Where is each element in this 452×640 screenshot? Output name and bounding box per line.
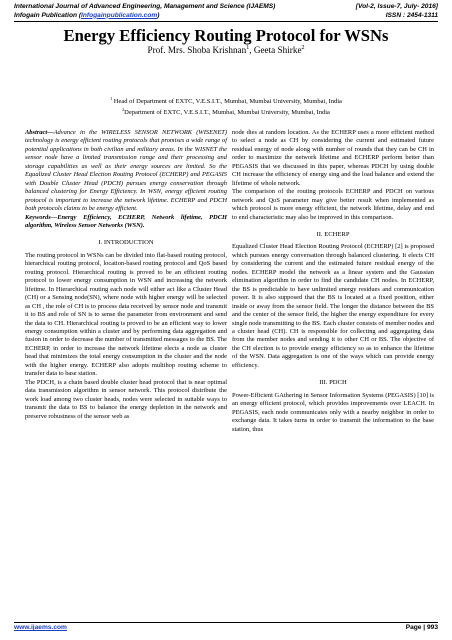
section-heading-pdch: III. PDCH: [319, 379, 347, 387]
publisher-suffix: ): [157, 11, 160, 19]
echerp-paragraph: Equalized Cluster Head Election Routing Protocol (ECHERP) [2] is proposed which pursues energy conversation through balanced clustering. It elects CH by considering the current and the estimated future residual energy of the nodes. ECHERP model the network as a linear system and the Gaussian elimination algorithm in order to find the candidate CH nodes. In ECHERP, the BS is predictable to have unlimited energy residues and communication power. It is also supposed that the BS is located at a fixed position, either inside or away from the sensor field. The longer the distance between the BS and the center of the sensor field, the higher the energy expenditure for every single node transmitting to the BS. Each cluster consists of member nodes and a cluster head (CH). CH is responsible for collecting and aggregating data from the member nodes and sending it to other CH or BS. The objective of the CH election is to provide energy efficiency so as to enhance the lifetime of the WSN. Data aggregation is one of the ways which can provide energy efficiency.: [232, 243, 434, 369]
affiliation-1-sup: 1: [110, 95, 113, 101]
left-column: [25, 129, 227, 421]
affiliation-2: [0, 106, 452, 116]
volume-issue: [Vol-2, Issue-7, July- 2016]: [355, 3, 438, 10]
intro-paragraph-1: The routing protocol in WSNs can be divided into flat-based routing protocol, hierarchical routing protocol, location-based routing protocol and QoS based routing protocol. Hierarchical routing is proved to be an efficient routing protocol to lower energy consumption in WSN and increasing the network lifetime. In Hierarchical routing each node will either act like a Cluster Head (CH) or a Sensing node(SN), where node with higher energy will be selected as CH , the role of CH is to process data received by sensor node and transmit it to BS and role of SN is to sense the parameter from environment and send the data to CH. Hierarchical routing is proved to be an efficient way to lower energy consumption within a cluster and by performing data aggregation and fusion in order to decrease the number of transmitted messages to the BS. The ECHERP, in order to increase the network lifetime elects a node as cluster head that minimizes the total energy consumption in the cluster and the node with the higher energy. ECHERP also adopts multihop routing scheme to transfer data to base station.: [25, 251, 227, 378]
intro-paragraph-2: The PDCH, is a chain based double cluster head protocol that is near optimal data transmission algorithm in sensor network. This protocol distribute the work load among two cluster heads, nodes were selected in suitable ways to transmit the data to BS to balance the energy depletion in the network and preserve robustness of the sensor web as: [25, 378, 227, 420]
author-1: Prof. Mrs. Shoba Krishnan: [147, 45, 247, 55]
footer-rule: [14, 622, 438, 623]
right-paragraph-1: node dies at random location. As the ECHERP uses a more efficient method to select a node as CH by considering the current and estimated future residual energy of node along with number of rounds that they can be CH in order to maximize the network lifetime and ECHERP perform better than PEGASIS that we discussed in this paper, whereas PDCH by using double CH increase the efficiency of energy sing and the load balance and extend the lifetime of whole network.: [232, 129, 434, 187]
affiliation-1: [0, 95, 452, 105]
right-paragraph-2: The comparison of the routing protocols ECHERP and PDCH on various network and QoS parameter may give better result when implemented as which protocol is more energy efficient, the network lifetime, delay and end to end characteristic may also be improved in this comparison.: [232, 188, 434, 221]
footer-url[interactable]: www.ijaems.com: [14, 624, 67, 631]
author-2: Geeta Shirke: [253, 45, 302, 55]
journal-header: [14, 3, 438, 20]
authors: [0, 45, 452, 55]
paper-title: Energy Efficiency Routing Protocol for WSNs: [63, 26, 389, 45]
right-column: [232, 129, 434, 434]
page-footer: [14, 624, 438, 631]
author-2-sup: 2: [301, 44, 305, 51]
header-rule: [14, 21, 438, 22]
abstract-lead: Abstract—: [25, 129, 54, 136]
issn: ISSN : 2454-1311: [385, 11, 438, 19]
publisher: [14, 12, 159, 21]
section-heading-introduction: I. INTRODUCTION: [98, 239, 154, 247]
affiliation-2-text: Department of EXTC, V.E.S.I.T., Mumbai, Mumbai University, Mumbai, India: [124, 109, 330, 116]
abstract: [25, 129, 227, 214]
pdch-paragraph: Power-Efficient GAthering in Sensor Information Systems (PEGASIS) [10] is an energy efficient protocol, which provides improvements over LEACH. In PEGASIS, each node communicates only with a nearby neighbor in order to exchange data. It takes turns in order to transmit the information to the base station, thus: [232, 391, 434, 433]
header-row-2: [14, 12, 438, 21]
section-heading-echerp: II. ECHERP: [316, 230, 350, 238]
journal-name: International Journal of Advanced Engineering, Management and Science (IJAEMS): [14, 3, 276, 10]
affiliation-1-text: Head of Department of EXTC, V.E.S.I.T., Mumbai, Mumbai University, Mumbai, India: [112, 98, 342, 105]
header-row-1: [14, 3, 438, 12]
page-number: Page | 993: [405, 624, 438, 631]
abstract-text: Advance in the WIRELESS SENSOR NETWORK (WISENET) technology is energy efficient routing protocols that promises a wide range of potential applications in both civilian and military areas. In the WISNET the sensor node have a limited transmission range and their processing and storage capabilities as well as their energy sources are limited. So the Equalized Cluster Head Election Routing Protocol (ECHERP) and PEGASIS with Double Cluster Head (PDCH) pursues energy conservation through balanced clustering for Energy Efficiency. In WSN, energy efficient routing protocol is important to increase the network lifetime. ECHERP and PDCH both protocols claims to be energy efficient.: [25, 129, 227, 213]
keywords: Keywords—Energy Efficiency, ECHERP, Network lifetime, PDCH algorithm, Wireless Sensor Networks (WSN).: [25, 213, 227, 229]
affiliation-2-sup: 2: [122, 106, 125, 112]
author-1-sup: 1: [246, 44, 250, 51]
author-sep: ,: [249, 45, 254, 55]
publisher-link[interactable]: Infogainpublication.com: [81, 11, 158, 19]
publisher-prefix: Infogain Publication (: [14, 11, 82, 19]
